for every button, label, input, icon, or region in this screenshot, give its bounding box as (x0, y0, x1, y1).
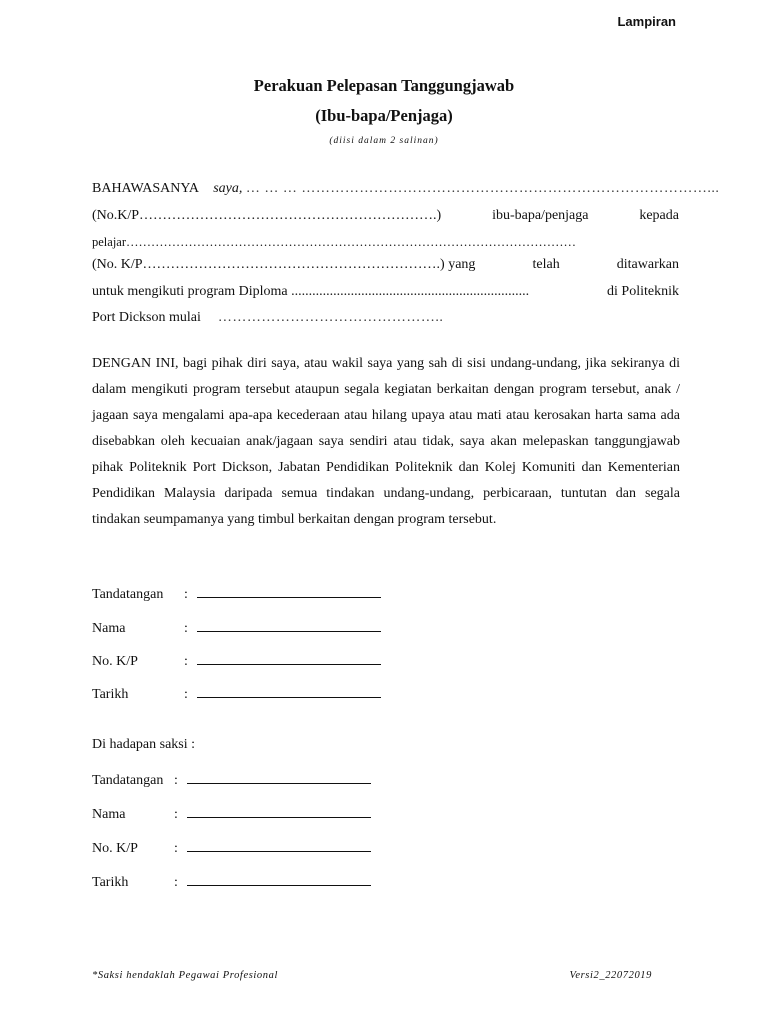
name-line[interactable] (187, 805, 371, 818)
version-label: Versi2_22072019 (569, 970, 652, 981)
ic-line[interactable] (197, 652, 381, 665)
witness-field-ic: No. K/P : (92, 839, 371, 857)
date-line[interactable] (187, 873, 371, 886)
telah-text: telah (532, 257, 560, 272)
relation-text: ibu-bapa/penjaga (492, 208, 589, 223)
attachment-label: Lampiran (617, 14, 676, 29)
copies-note: (diisi dalam 2 salinan) (329, 136, 439, 146)
ditawarkan-text: ditawarkan (616, 257, 679, 272)
start-date-label: Port Dickson mulai (92, 310, 201, 325)
parent-field-date: Tarikh : (92, 685, 381, 703)
name-line[interactable] (197, 619, 381, 632)
student-ic-blank[interactable]: (No. K/P……………………………………………………….) yang (92, 257, 476, 272)
kepada-text: kepada (639, 208, 679, 223)
field-label: Nama (92, 621, 126, 636)
field-label: Tandatangan (92, 773, 164, 788)
declaration-line-4 (92, 257, 679, 273)
signature-line[interactable] (197, 585, 381, 598)
start-date-blank[interactable]: ……………………………………….. (217, 310, 444, 325)
declaration-name-blank[interactable]: … … … …………………………………………………………………………... (245, 181, 720, 196)
date-line[interactable] (197, 685, 381, 698)
document-subtitle: (Ibu-bapa/Penjaga) (315, 106, 453, 125)
field-label: No. K/P (92, 841, 138, 856)
declaration-line-2 (92, 208, 679, 224)
footer-note: *Saksi hendaklah Pegawai Profesional (92, 970, 278, 981)
witness-heading: Di hadapan saksi : (92, 737, 196, 752)
field-label: Tarikh (92, 875, 129, 890)
parent-field-name: Nama : (92, 619, 381, 637)
field-label: No. K/P (92, 654, 138, 669)
field-label: Nama (92, 807, 126, 822)
declaration-line-5 (92, 284, 679, 300)
signature-line[interactable] (187, 771, 371, 784)
ic-line[interactable] (187, 839, 371, 852)
declaration-line-6 (92, 310, 679, 326)
parent-field-signature: Tandatangan : (92, 585, 381, 603)
witness-field-date: Tarikh : (92, 873, 371, 891)
field-label: Tandatangan (92, 587, 164, 602)
program-blank[interactable]: untuk mengikuti program Diploma .................................................................... (92, 284, 530, 299)
parent-ic-blank[interactable]: (No.K/P……………………………………………………….) (92, 208, 442, 223)
witness-field-signature: Tandatangan : (92, 771, 371, 789)
release-paragraph: DENGAN INI, bagi pihak diri saya, atau wakil saya yang sah di sisi undang-undang, jika sekiranya di dalam mengikuti program tersebut ataupun segala kegiatan berkaitan dengan program tersebut, anak / jagaan saya mengalami apa-apa kecederaan atau hilang upaya atau mati atau kerosakan harta sama ada disebabkan oleh kecuaian anak/jagaan saya sendiri atau tidak, saya akan melepaskan tanggungjawab pihak Politeknik Port Dickson, Jabatan Pendidikan Politeknik dan Kolej Komuniti dan Kementerian Pendidikan Malaysia daripada semua tindakan undang-undang, perbicaraan, tuntutan dan segala tindakan seumpamanya yang timbul berkaitan dengan program tersebut. (92, 356, 680, 527)
witness-field-name: Nama : (92, 805, 371, 823)
document-title: Perakuan Pelepasan Tanggungjawab (253, 76, 515, 95)
parent-field-ic: No. K/P : (92, 652, 381, 670)
declaration-lead: BAHAWASANYA (92, 181, 199, 196)
declaration-line-1 (92, 181, 720, 197)
politeknik-text: di Politeknik (607, 284, 679, 299)
declaration-saya: saya, (213, 181, 243, 196)
student-name-blank[interactable]: pelajar……………………………………………………………………………………………… (92, 235, 577, 249)
field-label: Tarikh (92, 687, 129, 702)
